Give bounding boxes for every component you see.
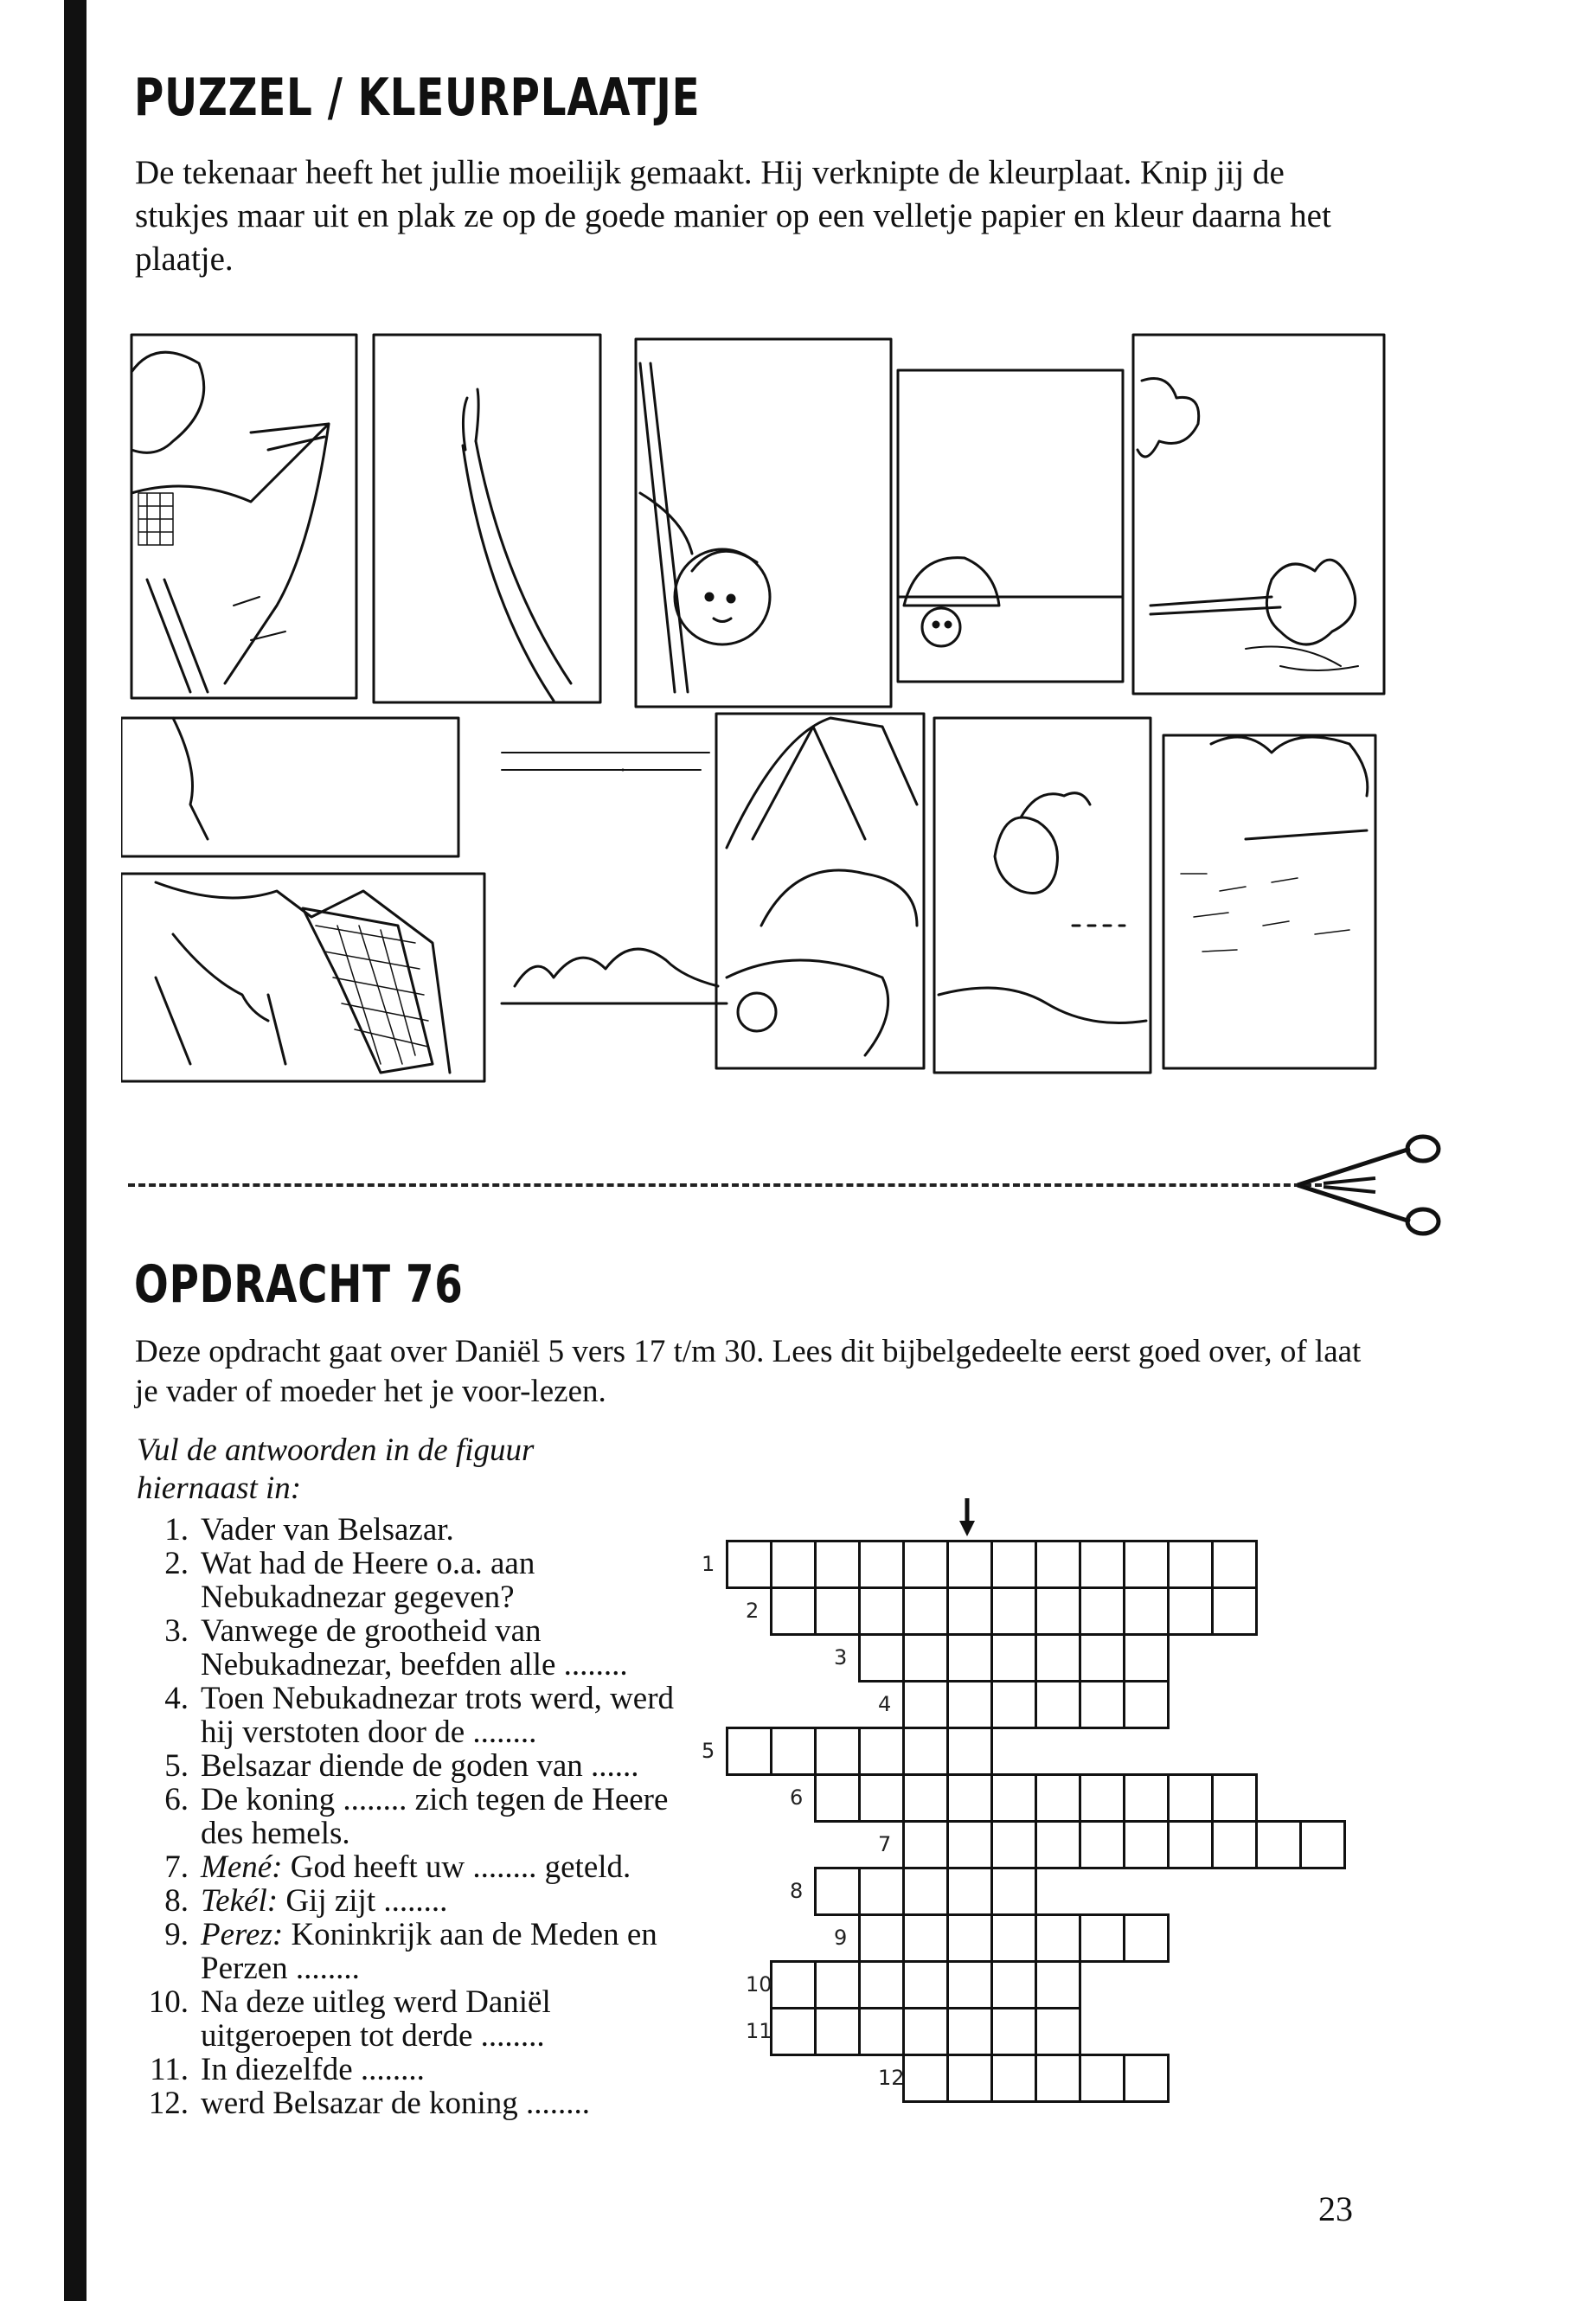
crossword-cell[interactable]: [902, 1540, 949, 1589]
crossword-cell[interactable]: [1035, 1633, 1081, 1682]
crossword-cell[interactable]: [990, 2054, 1037, 2103]
crossword-cell[interactable]: [990, 1586, 1037, 1636]
crossword-cell[interactable]: [770, 1727, 817, 1776]
clue-item: 6. De koning ........ zich tegen de Heere des hemels.: [164, 1782, 669, 1851]
crossword-row-number: 4: [878, 1692, 892, 1716]
crossword-cell[interactable]: [858, 1913, 905, 1963]
puzzle-piece-legs: [121, 874, 484, 1081]
crossword-cell[interactable]: [1079, 1913, 1125, 1963]
scissors-icon: [1289, 1125, 1445, 1246]
crossword-cell[interactable]: [1123, 1540, 1170, 1589]
clue-list: [138, 1513, 675, 2120]
crossword-cell[interactable]: [990, 2007, 1037, 2056]
puzzle-piece-boy-face: [636, 339, 891, 707]
crossword-cell[interactable]: [990, 1867, 1037, 1916]
crossword-row-number: 2: [746, 1599, 760, 1623]
binding-edge: [64, 0, 87, 2301]
puzzle-piece-oar: [374, 335, 600, 702]
crossword-row-number: 11: [746, 2019, 772, 2043]
crossword-cell[interactable]: [726, 1727, 772, 1776]
crossword-cell[interactable]: [1079, 1820, 1125, 1869]
puzzle-piece-sky: [1163, 735, 1375, 1068]
clue-item: 9. Perez: Koninkrijk aan de Meden en Perzen ........: [164, 1917, 657, 1986]
crossword-cell[interactable]: [1035, 1586, 1081, 1636]
crossword-row-number: 12: [878, 2066, 905, 2090]
crossword-row-number: 8: [790, 1879, 804, 1903]
crossword-cell[interactable]: [1035, 1960, 1081, 2009]
crossword-cell[interactable]: [814, 1773, 861, 1823]
clue-item: 7. Mené: God heeft uw ........ geteld.: [164, 1849, 631, 1885]
crossword-cell[interactable]: [770, 1586, 817, 1636]
crossword-cell[interactable]: [1211, 1586, 1258, 1636]
clue-item: 12. werd Belsazar de koning ........: [148, 2086, 591, 2121]
crossword-cell[interactable]: [946, 1913, 993, 1963]
crossword-cell[interactable]: [946, 1773, 993, 1823]
crossword-cell[interactable]: [946, 1586, 993, 1636]
crossword-cell[interactable]: [902, 1727, 949, 1776]
crossword-cell[interactable]: [770, 2007, 817, 2056]
crossword-cell[interactable]: [990, 1633, 1037, 1682]
crossword-cell[interactable]: [946, 1960, 993, 2009]
crossword-cell[interactable]: [902, 2007, 949, 2056]
crossword-cell[interactable]: [1079, 1633, 1125, 1682]
clue-item: 2. Wat had de Heere o.a. aan Nebukadnezar gegeven?: [164, 1546, 535, 1615]
clue-item: 11. In diezelfde ........: [150, 2052, 425, 2087]
crossword-cell[interactable]: [902, 2054, 949, 2103]
crossword-cell[interactable]: [946, 1727, 993, 1776]
crossword-cell[interactable]: [858, 1586, 905, 1636]
crossword-cell[interactable]: [770, 1960, 817, 2009]
crossword-cell[interactable]: [1211, 1773, 1258, 1823]
crossword-cell[interactable]: [1079, 1586, 1125, 1636]
puzzle-piece-hat: [898, 370, 1123, 682]
crossword-cell[interactable]: [1123, 1680, 1170, 1729]
crossword-cell[interactable]: [990, 1540, 1037, 1589]
crossword-cell[interactable]: [902, 1867, 949, 1916]
crossword-cell[interactable]: [990, 1960, 1037, 2009]
crossword-cell[interactable]: [814, 1586, 861, 1636]
crossword-cell[interactable]: [858, 1773, 905, 1823]
crossword-row-number: 3: [834, 1645, 848, 1670]
crossword-cell[interactable]: [858, 1540, 905, 1589]
crossword-cell[interactable]: [1035, 1540, 1081, 1589]
crossword-row-number: 10: [746, 1972, 772, 1997]
crossword-cell[interactable]: [990, 1820, 1037, 1869]
puzzle-piece-boat-bow: [131, 335, 356, 698]
crossword-cell[interactable]: [902, 1680, 949, 1729]
crossword-cell[interactable]: [1035, 1680, 1081, 1729]
clue-item: 10. Na deze uitleg werd Daniël uitgeroepen tot derde ........: [148, 1984, 551, 2054]
clue-item: 8. Tekél: Gij zijt ........: [164, 1883, 448, 1919]
crossword-cell[interactable]: [990, 1773, 1037, 1823]
crossword-cell[interactable]: [1079, 1540, 1125, 1589]
crossword-cell[interactable]: [1123, 1913, 1170, 1963]
crossword-cell[interactable]: [858, 1727, 905, 1776]
crossword-cell[interactable]: [1079, 1680, 1125, 1729]
crossword-cell[interactable]: [902, 1820, 949, 1869]
crossword-cell[interactable]: [946, 2054, 993, 2103]
assignment-text: Deze opdracht gaat over Daniël 5 vers 17 t/m 30. Lees dit bijbelgedeelte eerst goed over, of laat je vader of moeder het je voor-lezen.: [135, 1334, 1362, 1409]
puzzle-piece-shore: [121, 718, 458, 856]
crossword-cell[interactable]: [814, 1960, 861, 2009]
crossword-cell[interactable]: [1167, 1820, 1214, 1869]
crossword-cell[interactable]: [1123, 1633, 1170, 1682]
clue-item: 5. Belsazar diende de goden van ......: [164, 1748, 639, 1784]
crossword-cell[interactable]: [1035, 2007, 1081, 2056]
crossword-cell[interactable]: [1123, 1820, 1170, 1869]
clue-item: 3. Vanwege de grootheid van Nebukadnezar, beefden alle ........: [164, 1613, 628, 1682]
crossword-row-number: 1: [702, 1552, 715, 1576]
crossword-cell[interactable]: [1167, 1773, 1214, 1823]
crossword-cell[interactable]: [902, 1773, 949, 1823]
crossword-cell[interactable]: [814, 1867, 861, 1916]
puzzle-intro: De tekenaar heeft het jullie moeilijk gemaakt. Hij verknipte de kleurplaat. Knip jij de stukjes maar uit en plak ze op de goede manier op een velletje papier en kleur daarna het plaatje.: [135, 154, 1331, 278]
crossword-cell[interactable]: [902, 1586, 949, 1636]
crossword-cell[interactable]: [946, 1633, 993, 1682]
puzzle-piece-landscape: [502, 753, 727, 1055]
crossword-cell[interactable]: [814, 1727, 861, 1776]
crossword-cell[interactable]: [858, 1633, 905, 1682]
cut-line: [128, 1183, 1322, 1187]
crossword-cell[interactable]: [770, 1540, 817, 1589]
crossword-cell[interactable]: [1255, 1820, 1302, 1869]
puzzle-piece-fish: [934, 718, 1151, 1073]
crossword-cell[interactable]: [1035, 1913, 1081, 1963]
crossword-cell[interactable]: [946, 1867, 993, 1916]
crossword-cell[interactable]: [990, 1913, 1037, 1963]
crossword-cell[interactable]: [1079, 1773, 1125, 1823]
assignment-title: OPDRACHT 76: [134, 1254, 464, 1315]
crossword-cell[interactable]: [1211, 1820, 1258, 1869]
crossword-cell[interactable]: [1123, 1773, 1170, 1823]
puzzle-pieces: [121, 320, 1393, 1099]
crossword-cell[interactable]: [1211, 1540, 1258, 1589]
crossword-cell[interactable]: [1035, 1820, 1081, 1869]
crossword-cell[interactable]: [1167, 1540, 1214, 1589]
crossword-cell[interactable]: [946, 1680, 993, 1729]
crossword-cell[interactable]: [1299, 1820, 1346, 1869]
puzzle-piece-shirt: [716, 714, 924, 1068]
crossword-cell[interactable]: [1123, 1586, 1170, 1636]
crossword-row-number: 6: [790, 1785, 804, 1810]
crossword-cell[interactable]: [858, 2007, 905, 2056]
crossword-cell[interactable]: [902, 1913, 949, 1963]
crossword-cell[interactable]: [946, 1540, 993, 1589]
crossword-cell[interactable]: [814, 2007, 861, 2056]
clue-item: 4. Toen Nebukadnezar trots werd, werd hij verstoten door de ........: [164, 1681, 675, 1750]
crossword-cell[interactable]: [1123, 2054, 1170, 2103]
crossword-cell[interactable]: [726, 1540, 772, 1589]
crossword-row-number: 7: [878, 1832, 892, 1856]
crossword-cell[interactable]: [1079, 2054, 1125, 2103]
crossword-cell[interactable]: [1035, 2054, 1081, 2103]
crossword-cell[interactable]: [858, 1867, 905, 1916]
page-number: 23: [1318, 2189, 1353, 2228]
puzzle-piece-tree: [1133, 335, 1384, 694]
crossword-cell[interactable]: [858, 1960, 905, 2009]
crossword-cell[interactable]: [946, 1820, 993, 1869]
arrow-down-icon: [957, 1497, 977, 1540]
crossword-cell[interactable]: [1035, 1773, 1081, 1823]
crossword-cell[interactable]: [1167, 1586, 1214, 1636]
crossword-cell[interactable]: [990, 1680, 1037, 1729]
assignment-instruction: Vul de antwoorden in de figuur hiernaast in:: [137, 1433, 535, 1506]
crossword-row-number: 9: [834, 1926, 848, 1950]
crossword-cell[interactable]: [902, 1960, 949, 2009]
puzzle-title: PUZZEL / KLEURPLAATJE: [134, 67, 701, 128]
crossword-cell[interactable]: [946, 2007, 993, 2056]
crossword-cell[interactable]: [902, 1633, 949, 1682]
crossword-cell[interactable]: [814, 1540, 861, 1589]
crossword-row-number: 5: [702, 1739, 715, 1763]
clue-item: 1. Vader van Belsazar.: [164, 1512, 454, 1548]
